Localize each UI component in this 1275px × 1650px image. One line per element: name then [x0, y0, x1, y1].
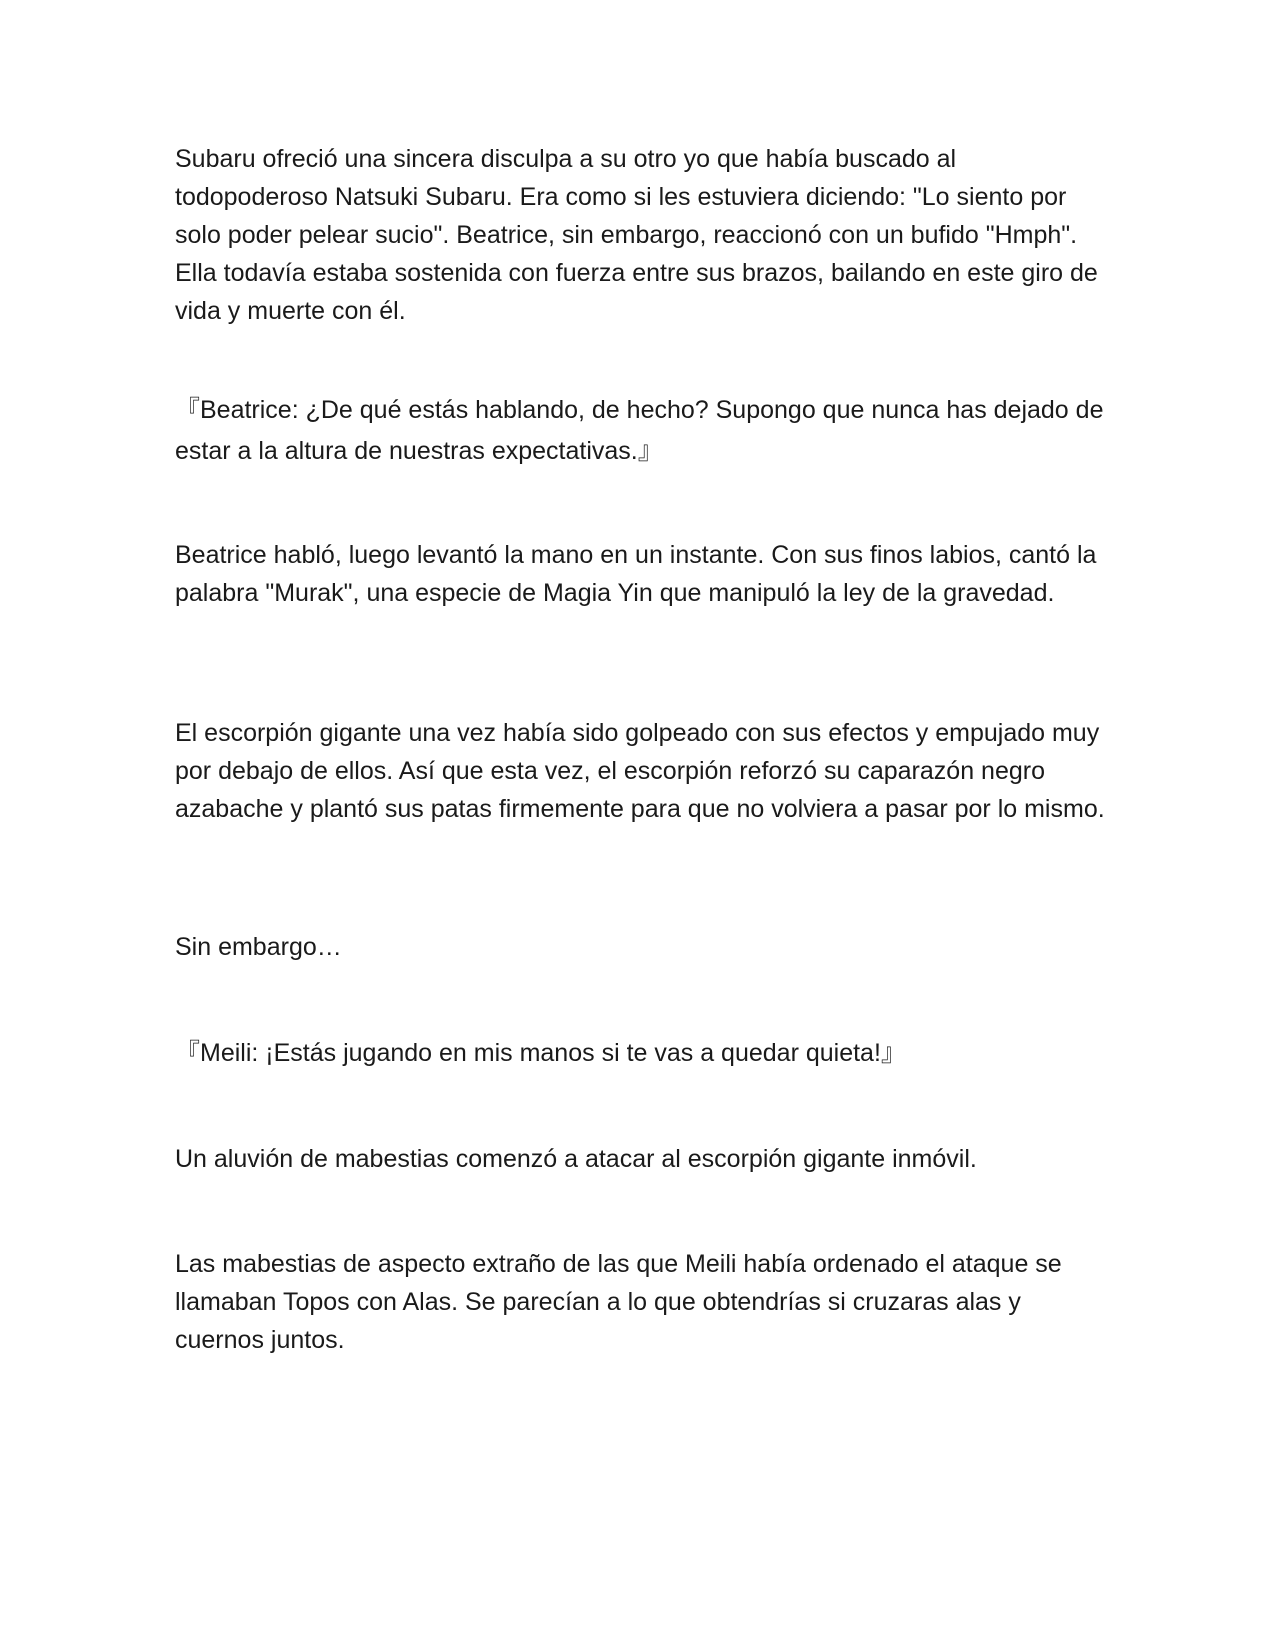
- dialogue-meili: 『Meili: ¡Estás jugando en mis manos si te vas a quedar quieta!』: [175, 1039, 906, 1067]
- paragraph-beatrice-murak: Beatrice habló, luego levantó la mano en un instante. Con sus finos labios, cantó la palabra "Murak", una especie de Magia Yin que manipuló la ley de la gravedad.: [175, 541, 1104, 607]
- dialogue-beatrice: 『Beatrice: ¿De qué estás hablando, de hecho? Supongo que nunca has dejado de estar a la altura de nuestras expectativas.』: [175, 396, 1111, 465]
- paragraph-scorpion: El escorpión gigante una vez había sido golpeado con sus efectos y empujado muy por debajo de ellos. Así que esta vez, el escorpión reforzó su caparazón negro azabache y plantó sus patas firmemente para que no volviera a pasar por lo mismo.: [175, 719, 1107, 823]
- paragraph-sin-embargo: Sin embargo…: [175, 933, 342, 961]
- paragraph-mabestias-attack: Un aluvión de mabestias comenzó a atacar al escorpión gigante inmóvil.: [175, 1145, 977, 1173]
- paragraph-subaru-apology: Subaru ofreció una sincera disculpa a su otro yo que había buscado al todopoderoso Natsuki Subaru. Era como si les estuviera diciendo: "Lo siento por solo poder pelear sucio". Beatrice, sin embargo, reaccionó con un bufido "Hmph". Ella todavía estaba sostenida con fuerza entre sus brazos, bailando en este giro de vida y muerte con él.: [175, 145, 1105, 325]
- paragraph-topos-con-alas: Las mabestias de aspecto extraño de las que Meili había ordenado el ataque se llamaban Topos con Alas. Se parecían a lo que obtendrías si cruzaras alas y cuernos juntos.: [175, 1250, 1069, 1354]
